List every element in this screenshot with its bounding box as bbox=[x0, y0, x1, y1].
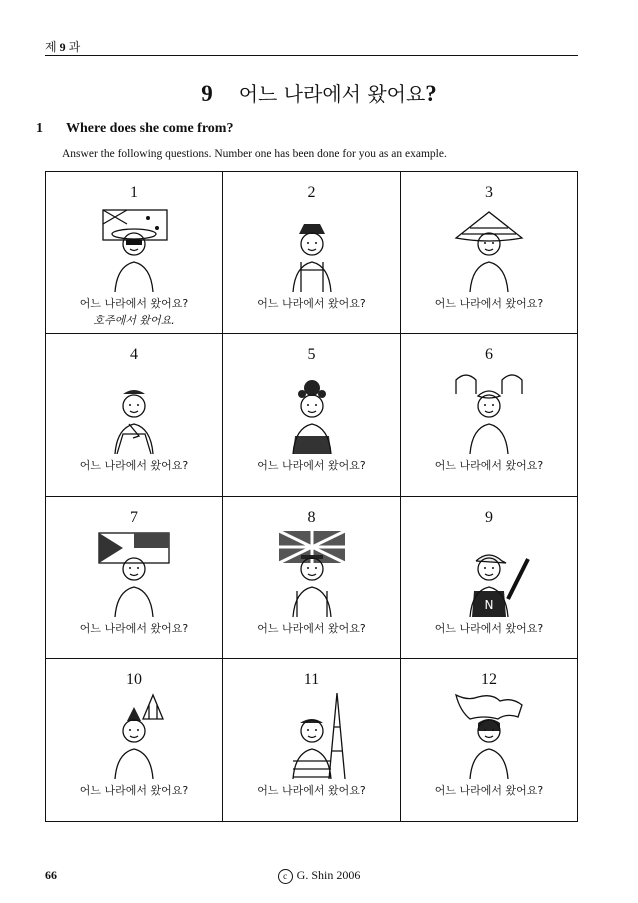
cell-question: 어느 나라에서 왔어요? bbox=[434, 783, 544, 797]
cell-number: 12 bbox=[481, 670, 497, 688]
exercise-grid bbox=[45, 171, 578, 822]
cell-question: 어느 나라에서 왔어요? bbox=[79, 297, 189, 310]
man-union-jack-illustration bbox=[271, 529, 353, 617]
woman-map-illustration bbox=[448, 691, 530, 779]
instructions: Answer the following questions. Number one has been done for you as an example. bbox=[62, 148, 447, 160]
cell-number: 10 bbox=[126, 670, 142, 688]
exercise-cell bbox=[46, 659, 223, 821]
cell-number: 6 bbox=[485, 346, 493, 364]
woman-kimono-illustration bbox=[271, 366, 353, 454]
woman-thai-temple-illustration bbox=[93, 691, 175, 779]
exercise-cell bbox=[46, 497, 223, 659]
header-suffix: 과 bbox=[68, 40, 81, 54]
copyright-line bbox=[0, 868, 638, 884]
cell-number: 2 bbox=[307, 184, 316, 201]
man-alpine-hat-illustration bbox=[271, 204, 353, 292]
cell-number: 9 bbox=[485, 508, 493, 526]
page-number: 66 bbox=[45, 868, 57, 882]
cell-number: 5 bbox=[307, 346, 316, 364]
copyright-symbol: c bbox=[278, 869, 293, 884]
exercise-cell bbox=[401, 497, 577, 659]
man-eiffel-tower-illustration bbox=[271, 691, 353, 779]
cell-number: 1 bbox=[130, 184, 138, 201]
cell-question: 어느 나라에서 왔어요? bbox=[79, 459, 189, 473]
exercise-cell bbox=[401, 334, 577, 496]
cell-answer: 호주에서 왔어요. bbox=[93, 314, 175, 327]
exercise-cell bbox=[223, 172, 401, 334]
lesson-question-mark: ? bbox=[425, 81, 437, 106]
copyright-text: G. Shin 2006 bbox=[296, 868, 361, 882]
cell-question: 어느 나라에서 왔어요? bbox=[257, 621, 366, 635]
exercise-cell bbox=[223, 659, 401, 821]
woman-hanbok-illustration bbox=[93, 366, 175, 454]
cell-question: 어느 나라에서 왔어요? bbox=[434, 459, 544, 473]
cell-question: 어느 나라에서 왔어요? bbox=[79, 783, 189, 797]
woman-australian-flag-illustration bbox=[93, 204, 175, 292]
running-header bbox=[45, 38, 80, 55]
header-prefix: 제 bbox=[45, 40, 57, 54]
exercise-cell bbox=[46, 334, 223, 496]
cell-number: 4 bbox=[130, 346, 138, 364]
lesson-number: 9 bbox=[201, 81, 213, 106]
header-chapter: 9 bbox=[59, 40, 66, 54]
cell-question: 어느 나라에서 왔어요? bbox=[257, 459, 366, 473]
cell-question: 어느 나라에서 왔어요? bbox=[257, 783, 366, 797]
cell-number: 7 bbox=[130, 508, 138, 526]
lesson-question: 어느 나라에서 왔어요 bbox=[238, 82, 426, 106]
woman-philippine-flag-illustration bbox=[93, 529, 175, 617]
cell-question: 어느 나라에서 왔어요? bbox=[434, 297, 544, 310]
header-rule bbox=[45, 55, 578, 56]
cell-question: 어느 나라에서 왔어요? bbox=[79, 621, 189, 635]
exercise-cell bbox=[223, 334, 401, 496]
exercise-cell bbox=[46, 172, 223, 334]
cell-number: 8 bbox=[307, 508, 316, 526]
cell-number: 3 bbox=[485, 184, 493, 201]
man-baseball-illustration bbox=[448, 529, 530, 617]
exercise-cell bbox=[401, 659, 577, 821]
cell-question: 어느 나라에서 왔어요? bbox=[434, 621, 544, 635]
cell-number: 11 bbox=[303, 670, 320, 688]
section-title: Where does she come from? bbox=[66, 121, 234, 136]
svg-text:N: N bbox=[484, 597, 494, 612]
cell-question: 어느 나라에서 왔어요? bbox=[257, 297, 366, 310]
man-turban-taj-mahal-illustration bbox=[448, 366, 530, 454]
section-number: 1 bbox=[36, 121, 43, 136]
section-heading bbox=[36, 121, 233, 137]
lesson-title bbox=[0, 78, 638, 107]
exercise-cell bbox=[401, 172, 577, 334]
exercise-cell bbox=[223, 497, 401, 659]
man-conical-hat-illustration bbox=[448, 204, 530, 292]
